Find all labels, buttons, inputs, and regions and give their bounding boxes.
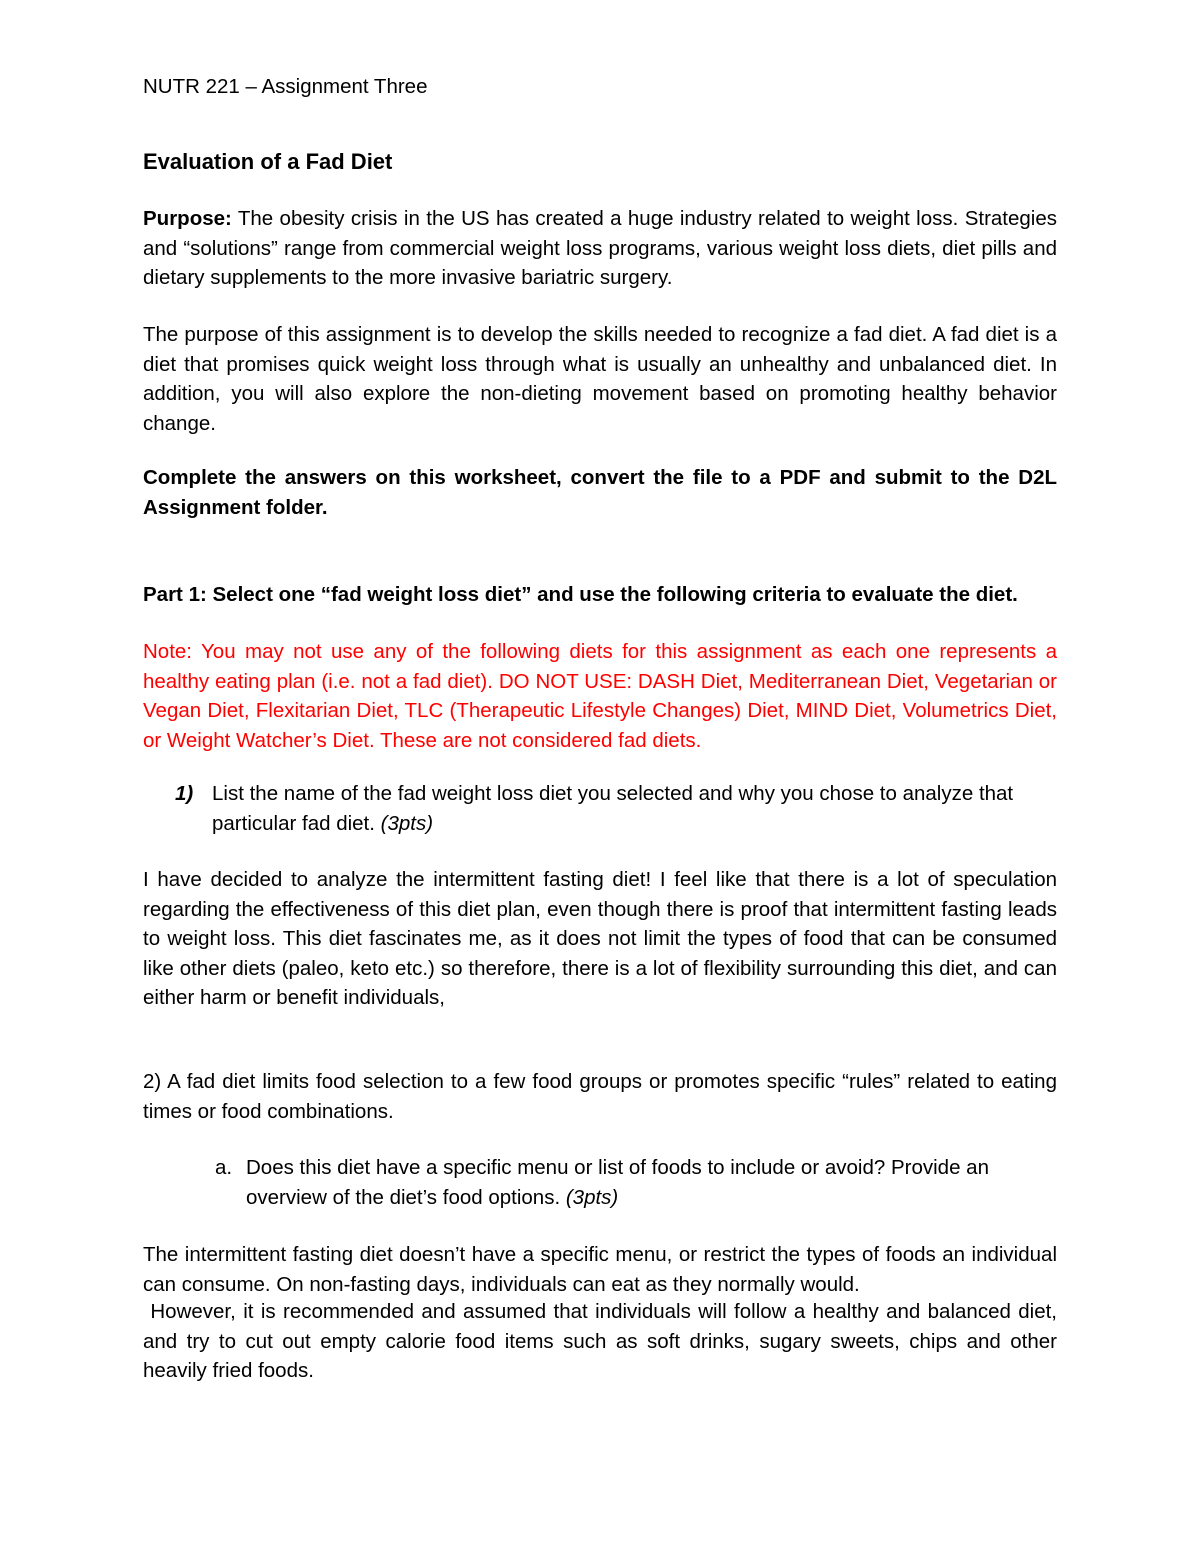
course-header: NUTR 221 – Assignment Three bbox=[143, 75, 428, 98]
question1-answer: I have decided to analyze the intermittent fasting diet! I feel like that there is a lot of speculation regarding the effectiveness of this diet plan, even though there is proof that intermittent fasting leads to weight loss. This diet fascinates me, as it does not limit the types of food that can be consumed like other diets (paleo, keto etc.) so therefore, there is a lot of flexibility surrounding this diet, and can either harm or benefit individuals, bbox=[143, 868, 1057, 1009]
question2a-text bbox=[246, 1153, 1058, 1212]
question1-text bbox=[212, 779, 1062, 838]
document-title: Evaluation of a Fad Diet bbox=[143, 149, 393, 174]
question2a-letter: a. bbox=[215, 1156, 233, 1179]
part1-note: Note: You may not use any of the following diets for this assignment as each one represents a healthy eating plan (i.e. not a fad diet). DO NOT USE: DASH Diet, Mediterranean Diet, Vegetarian or Vegan Diet, Flexitarian Diet, TLC (Therapeutic Lifestyle Changes) Diet, MIND Diet, Volumetrics Diet, or Weight Watcher’s Diet. These are not considered fad diets. bbox=[143, 640, 1057, 752]
question2a-points: (3pts) bbox=[565, 1185, 619, 1209]
question1-points: (3pts) bbox=[380, 811, 434, 835]
purpose-paragraph-2: The purpose of this assignment is to develop the skills needed to recognize a fad diet. A fad diet is a diet that promises quick weight loss through what is usually an unhealthy and unbalanced diet. In addition, you will also explore the non-dieting movement based on promoting healthy behavior change. bbox=[143, 323, 1057, 435]
question2-text: 2) A fad diet limits food selection to a few food groups or promotes specific “rules” related to eating times or food combinations. bbox=[143, 1070, 1057, 1123]
question2a-prompt: Does this diet have a specific menu or list of foods to include or avoid? Provide an overview of the diet’s food options. bbox=[246, 1156, 989, 1209]
question1-number: 1) bbox=[175, 782, 194, 805]
purpose-text: The obesity crisis in the US has created a huge industry related to weight loss. Strategies and “solutions” range from commercial weight loss programs, various weight loss diets, diet pills and dietary supplements to the more invasive bariatric surgery. bbox=[143, 207, 1057, 289]
instructions: Complete the answers on this worksheet, convert the file to a PDF and submit to the D2L Assignment folder. bbox=[143, 466, 1057, 519]
purpose-label: Purpose: bbox=[143, 207, 232, 230]
question1-prompt: List the name of the fad weight loss diet you selected and why you chose to analyze that particular fad diet. bbox=[212, 782, 1014, 835]
question2a-answer-part2: However, it is recommended and assumed that individuals will follow a healthy and balanced diet, and try to cut out empty calorie food items such as soft drinks, sugary sweets, chips and other heavily fried foods. bbox=[143, 1300, 1063, 1382]
purpose-paragraph bbox=[143, 204, 1057, 293]
question2a-answer-part1: The intermittent fasting diet doesn’t have a specific menu, or restrict the types of foods an individual can consume. On non-fasting days, individuals can eat as they normally would. bbox=[143, 1243, 1057, 1296]
part1-heading: Part 1: Select one “fad weight loss diet” and use the following criteria to evaluate the diet. bbox=[143, 583, 1018, 606]
